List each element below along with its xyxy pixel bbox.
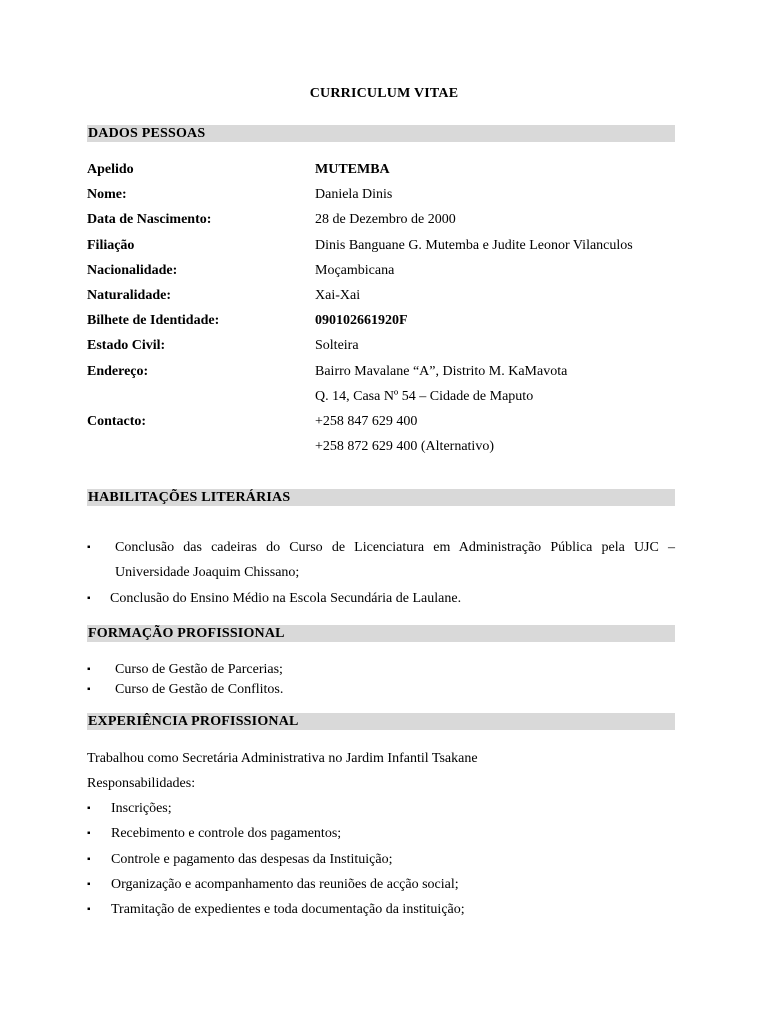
section-experience-heading: EXPERIÊNCIA PROFISSIONAL — [87, 713, 675, 730]
education-item: Conclusão das cadeiras do Curso de Licenciatura em Administração Pública pela UJC – — [115, 540, 675, 555]
personal-row — [87, 210, 687, 230]
personal-row — [87, 336, 687, 356]
field-label: Data de Nascimento: — [87, 212, 212, 227]
field-value: Q. 14, Casa Nº 54 – Cidade de Maputo — [315, 389, 534, 404]
bullet-icon: ▪ — [87, 803, 91, 814]
bullet-icon: ▪ — [87, 854, 91, 865]
experience-intro: Trabalhou como Secretária Administrativa no Jardim Infantil Tsakane — [87, 751, 478, 766]
field-label: Naturalidade: — [87, 288, 171, 303]
bullet-icon: ▪ — [87, 879, 91, 890]
bullet-icon: ▪ — [87, 904, 91, 915]
field-value: Moçambicana — [315, 263, 395, 278]
personal-row — [87, 286, 687, 306]
field-label: Filiação — [87, 238, 135, 253]
bullet-icon: ▪ — [87, 542, 91, 553]
personal-row — [87, 387, 687, 407]
education-item: Conclusão do Ensino Médio na Escola Secundária de Laulane. — [110, 591, 462, 606]
training-item: Curso de Gestão de Parcerias; — [115, 662, 283, 677]
field-value: +258 847 629 400 — [315, 414, 418, 429]
responsibilities-label: Responsabilidades: — [87, 776, 196, 791]
field-label: Nome: — [87, 187, 127, 202]
field-label: Contacto: — [87, 414, 147, 429]
bullet-icon: ▪ — [87, 828, 91, 839]
bullet-icon: ▪ — [87, 664, 91, 675]
education-item-continuation: Universidade Joaquim Chissano; — [115, 565, 300, 580]
field-value: Bairro Mavalane “A”, Distrito M. KaMavota — [315, 364, 568, 379]
section-personal-heading: DADOS PESSOAS — [87, 125, 675, 142]
field-value: Solteira — [315, 338, 359, 353]
field-label: Nacionalidade: — [87, 263, 178, 278]
document-title: CURRICULUM VITAE — [309, 86, 459, 101]
personal-row — [87, 412, 687, 432]
field-label: Endereço: — [87, 364, 149, 379]
field-label: Estado Civil: — [87, 338, 166, 353]
personal-row — [87, 160, 687, 180]
field-value: +258 872 629 400 (Alternativo) — [315, 439, 494, 454]
field-label: Bilhete de Identidade: — [87, 313, 220, 328]
bullet-icon: ▪ — [87, 684, 91, 695]
personal-row — [87, 185, 687, 205]
field-value: Dinis Banguane G. Mutemba e Judite Leonor Vilanculos — [315, 238, 633, 253]
field-value: 28 de Dezembro de 2000 — [315, 212, 456, 227]
field-value: Xai-Xai — [315, 288, 361, 303]
personal-row — [87, 236, 687, 256]
field-value: 090102661920F — [315, 313, 408, 328]
training-item: Curso de Gestão de Conflitos. — [115, 682, 284, 697]
field-label: Apelido — [87, 162, 134, 177]
responsibility-item: Inscrições; — [111, 801, 172, 816]
responsibility-item: Controle e pagamento das despesas da Instituição; — [111, 852, 393, 867]
bullet-icon: ▪ — [87, 593, 91, 604]
personal-row — [87, 362, 687, 382]
section-training-heading: FORMAÇÃO PROFISSIONAL — [87, 625, 675, 642]
responsibility-item: Tramitação de expedientes e toda documentação da instituição; — [111, 902, 465, 917]
responsibility-item: Organização e acompanhamento das reuniões de acção social; — [111, 877, 459, 892]
section-education-heading: HABILITAÇÕES LITERÁRIAS — [87, 489, 675, 506]
field-value: Daniela Dinis — [315, 187, 393, 202]
personal-row — [87, 311, 687, 331]
responsibility-item: Recebimento e controle dos pagamentos; — [111, 826, 342, 841]
personal-row — [87, 437, 687, 457]
field-value: MUTEMBA — [315, 162, 390, 177]
personal-row — [87, 261, 687, 281]
